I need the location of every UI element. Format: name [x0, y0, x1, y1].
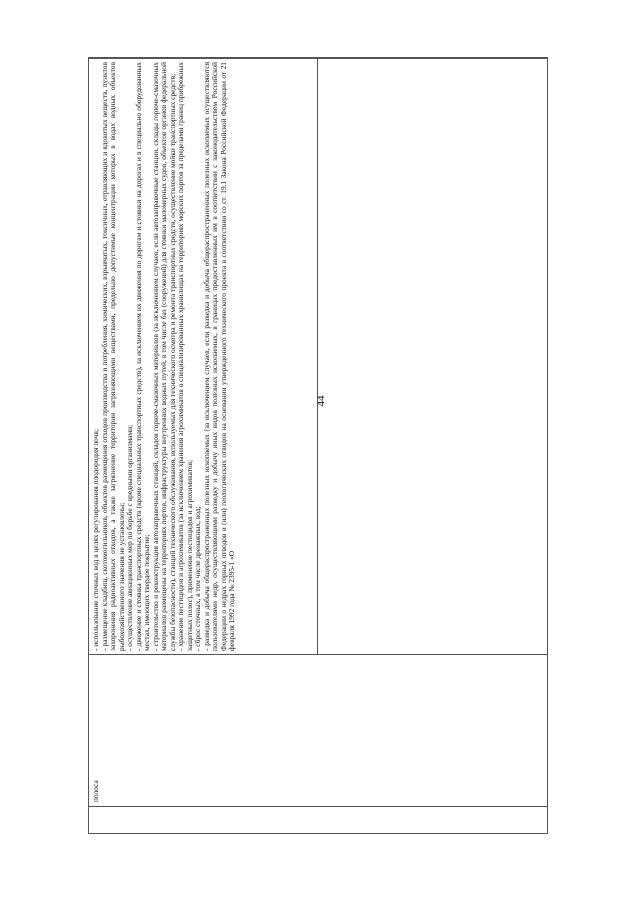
page-number-text: 44 — [315, 395, 327, 407]
restrictions-text-block — [89, 59, 318, 654]
table-row — [89, 58, 547, 833]
restriction-item: - осуществление авиационных мер по борьбе с вредными организмами; — [125, 424, 134, 651]
blank-cell — [318, 59, 547, 654]
restriction-item: - строительство и реконструкция автозаправочных станций, складов горюче-смазочных материалов (за исключением случаев, если автозаправочные станции, склады горюче-смазочных материалов размещены на территориях портов, инфраструктуры внутренних водных путей, в том числе баз (сооружений) для стоянки маломерных судов, объектов органов федеральной службы безопасности), станций технического обслуживания, используемых для технического осмотра и ремонта транспортных средств, осуществление мойки транспортных средств; — [150, 62, 177, 651]
table-cell-empty — [89, 806, 547, 833]
restriction-item: - размещение кладбищ, скотомогильников, объектов размещения отходов производства и потребления, химических, взрывчатых, токсичных, отравляющих и ядовитых веществ, пунктов захоронения радиоактивных отходов, а также загрязнение территории загрязняющими веществами, предельно допустимые концентрации которых в водах водных объектов рыбохозяйственного значения не установлены; — [99, 62, 126, 651]
restriction-item: - использование сточных вод в целях регулирования плодородия почв; — [91, 429, 100, 651]
restriction-item: - хранение пестицидов и агрохимикатов (за исключением хранения агрохимикатов в специализированных хранилищах на территориях морских портов за пределами границ прибрежных защитных полос), применение пестицидов и агрохимикатов; — [176, 62, 194, 651]
restriction-item: - движение и стоянка транспортных средств (кроме специальных транспортных средств), за исключением их движения по дорогам и стоянки на дорогах и в специально оборудованных местах, имеющих твердое покрытие; — [133, 62, 151, 651]
restrictions-cell — [89, 58, 547, 654]
regulation-table — [88, 57, 548, 834]
restriction-item: - разведка и добыча общераспространенных полезных ископаемых (за исключением случаев, если разведка и добыча общераспространенных полезных ископаемых осуществляются пользователями недр, осуществляющими разведку и добычу иных видов полезных ископаемых, в границах предоставленных им в соответствии с законодательством Российской Федерации о недрах горных отводов и (или) геологических отводов на основании утвержденного технического проекта в соответствии со ст. 19.1 Закона Российской Федерации от 21 февраля 1992 года № 2395-1 «О — [201, 62, 236, 651]
zone-label: полоса — [91, 780, 100, 802]
restriction-item: - сброс сточных, в том числе дренажных, вод; — [193, 506, 202, 651]
zone-label-cell — [89, 654, 547, 806]
